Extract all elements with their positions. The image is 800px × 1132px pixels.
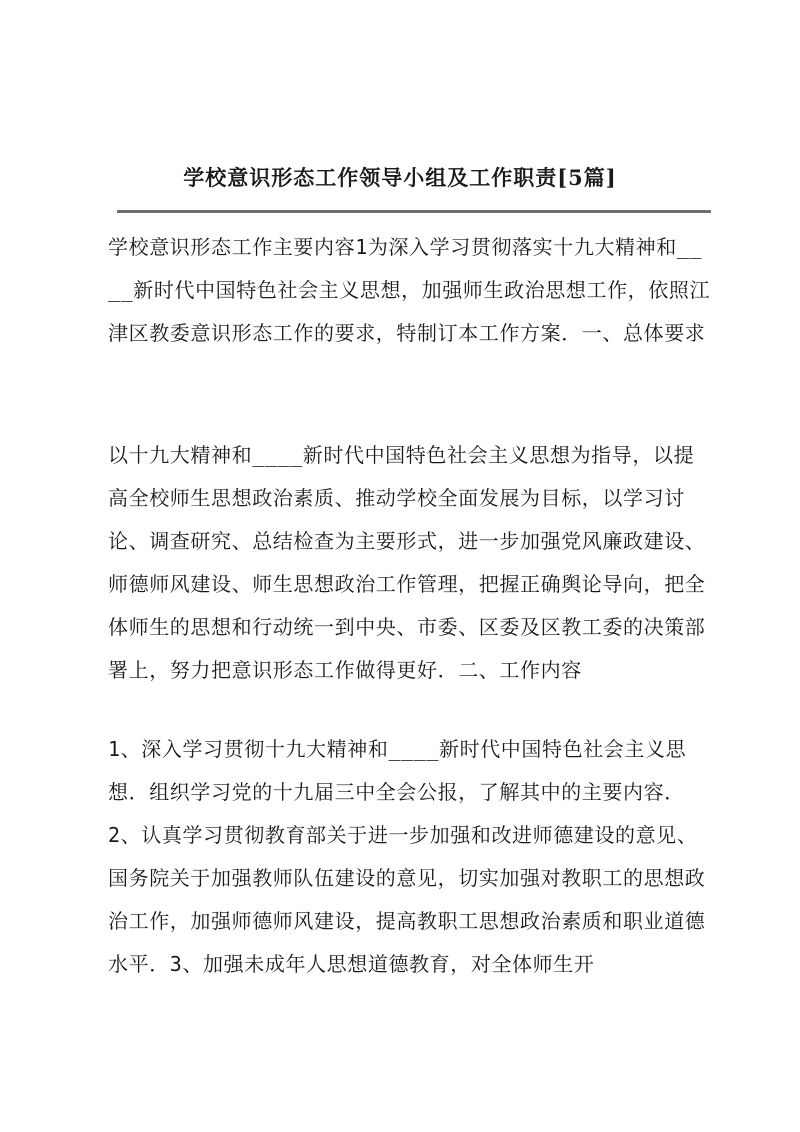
paragraph-general-requirements: 以十九大精神和____新时代中国特色社会主义思想为指导，以提高全校师生思想政治素质、推动学校全面发展为目标，以学习讨论、调查研究、总结检查为主要形式，进一步加强党风廉政建设、师德师风建设、师生思想政治工作管理，把握正确舆论导向，把全体师生的思想和行动统一到中央、市委、区委及区教工委的决策部署上，努力把意识形态工作做得更好．二、工作内容 bbox=[108, 443, 706, 682]
paragraph-intro: 学校意识形态工作主要内容1为深入学习贯彻落实十九大精神和____新时代中国特色社会主义思想，加强师生政治思想工作，依照江津区教委意识形态工作的要求，特制订本工作方案．一、总体要求 bbox=[108, 235, 711, 345]
paragraph-work-content: 1、深入学习贯彻十九大精神和____新时代中国特色社会主义思想．组织学习党的十九届三中全会公报，了解其中的主要内容．2、认真学习贯彻教育部关于进一步加强和改进师德建设的意见、国务院关于加强教师队伍建设的意见，切实加强对教职工的思想政治工作，加强师德师风建设，提高教职工思想政治素质和职业道德水平．3、加强未成年人思想道德教育，对全体师生开 bbox=[108, 737, 706, 976]
title-divider bbox=[117, 210, 711, 213]
document-title: 学校意识形态工作领导小组及工作职责[5篇] bbox=[183, 165, 617, 190]
